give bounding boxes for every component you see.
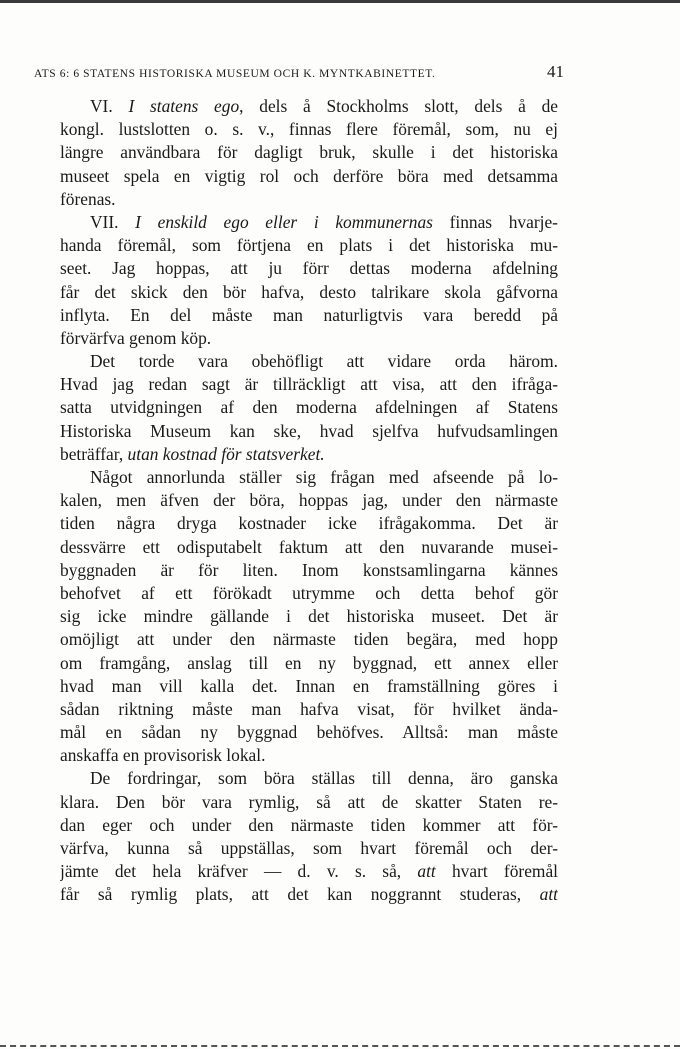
text-span: kongl. lustslotten o. s. v., finnas flere föremål, som, nu ej [60, 119, 558, 140]
italic-text: utan kostnad för statsverket. [127, 443, 325, 464]
text-line [60, 211, 558, 234]
text-line [60, 883, 558, 906]
text-span: sig icke mindre gällande i det historiska museet. Det är [60, 606, 558, 627]
text-line [60, 165, 558, 188]
text-line [60, 95, 558, 118]
italic-text: I enskild ego eller i kommunernas [135, 211, 433, 232]
text-line [60, 767, 558, 790]
text-line [60, 721, 558, 744]
text-line [60, 605, 558, 628]
text-line [60, 443, 558, 466]
text-span: inflyta. En del måste man naturligtvis vara beredd på [60, 304, 558, 325]
text-span: museet spela en vigtig rol och derföre böra med detsamma [60, 165, 558, 186]
text-line [60, 652, 558, 675]
text-span: VI. [90, 96, 129, 116]
text-span: Hvad jag redan sagt är tillräckligt att visa, att den ifråga- [60, 374, 558, 395]
text-span: får så rymlig plats, att det kan noggrannt studeras, [60, 884, 540, 905]
italic-text: I statens ego [128, 96, 240, 116]
text-line [60, 234, 558, 257]
text-span: hvad man vill kalla det. Innan en framställning göres i [60, 675, 558, 696]
text-span: behofvet af ett förökadt utrymme och detta behof gör [60, 582, 558, 603]
text-line [60, 860, 558, 883]
text-line [60, 698, 558, 721]
text-line [60, 420, 558, 443]
text-span: får det skick den bör hafva, desto talrikare skola gåfvorna [60, 281, 558, 302]
text-span: förvärfva genom köp. [60, 327, 212, 348]
text-span: om framgång, anslag till en ny byggnad, ett annex eller [60, 652, 558, 673]
text-line [60, 559, 558, 582]
text-span: anskaffa en provisorisk lokal. [60, 745, 266, 766]
text-span: dessvärre ett odisputabelt faktum att den nuvarande musei- [60, 536, 558, 557]
text-span: byggnaden är för liten. Inom konstsamlingarna kännes [60, 559, 558, 580]
text-span: VII. [90, 211, 136, 232]
text-span: seet. Jag hoppas, att ju förr dettas moderna afdelning [60, 258, 558, 279]
italic-text: att [539, 884, 558, 905]
text-line [60, 141, 558, 164]
text-line [60, 118, 558, 141]
text-line [60, 350, 558, 373]
text-line [60, 373, 558, 396]
text-span: satta utvidgningen af den moderna afdelningen af Statens [60, 397, 558, 418]
text-span: beträffar, [60, 443, 128, 464]
text-line [60, 814, 558, 837]
text-line [60, 628, 558, 651]
text-span: Historiska Museum kan ske, hvad sjelfva hufvudsamlingen [60, 420, 558, 441]
text-line [60, 837, 558, 860]
body-text [60, 95, 558, 907]
text-line [60, 396, 558, 419]
text-span: sådan riktning måste man hafva visat, för hvilket ända- [60, 698, 558, 719]
text-line [60, 466, 558, 489]
page-bottom-edge [0, 1045, 680, 1047]
text-span: klara. Den bör vara rymlig, så att de skatter Staten re- [60, 791, 558, 812]
text-span: jämte det hela kräfver — d. v. s. så, [60, 861, 418, 882]
text-line [60, 536, 558, 559]
text-span: Något annorlunda ställer sig frågan med afseende på lo- [90, 467, 558, 487]
text-span: Det torde vara obehöfligt att vidare orda härom. [90, 351, 558, 372]
text-line [60, 489, 558, 512]
text-line [60, 281, 558, 304]
text-span: längre användbara för dagligt bruk, skulle i det historiska [60, 142, 558, 163]
text-span: , dels å Stockholms slott, dels å de [239, 96, 558, 116]
text-span: förenas. [60, 188, 116, 209]
text-span: kalen, men äfven der böra, hoppas jag, under den närmaste [60, 490, 558, 511]
text-line [60, 188, 558, 211]
text-line [60, 675, 558, 698]
text-line [60, 582, 558, 605]
text-line [60, 512, 558, 535]
running-title: ATS 6: 6 STATENS HISTORISKA MUSEUM OCH K. MYNTKABINETTET. [34, 68, 436, 80]
page-header [34, 62, 564, 86]
text-span: värfva, kunna så uppställas, som hvart föremål och der- [60, 838, 558, 858]
text-line [60, 257, 558, 280]
text-line [60, 304, 558, 327]
text-line [60, 327, 558, 350]
text-span: handa föremål, som förtjena en plats i det historiska mu- [60, 235, 558, 256]
page-top-edge [0, 0, 680, 3]
text-span: tiden några dryga kostnader icke ifrågakomma. Det är [60, 513, 558, 534]
text-span: mål en sådan ny byggnad behöfves. Alltså: man måste [60, 722, 558, 743]
text-span: hvart föremål [435, 861, 558, 882]
text-span: omöjligt att under den närmaste tiden begära, med hopp [60, 629, 558, 650]
italic-text: att [417, 861, 436, 882]
page-number: 41 [547, 62, 564, 81]
text-line [60, 744, 558, 767]
text-span: De fordringar, som böra ställas till denna, äro ganska [90, 768, 558, 789]
text-span: dan eger och under den närmaste tiden kommer att för- [60, 814, 558, 835]
text-span: finnas hvarje- [432, 211, 558, 232]
text-line [60, 791, 558, 814]
